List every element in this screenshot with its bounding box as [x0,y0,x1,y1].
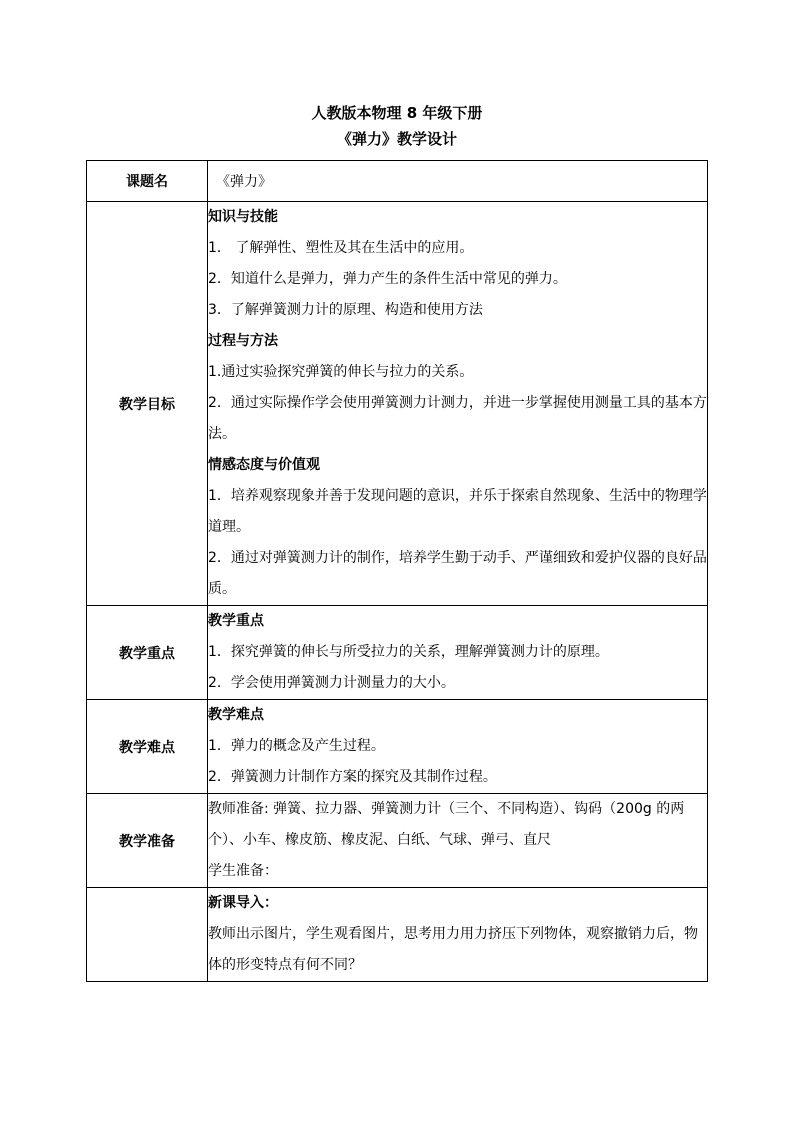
knowledge-item: 1． 了解弹性、塑性及其在生活中的应用。 [208,240,474,256]
document-header [0,100,794,152]
key-point-item: 1．探究弹簧的伸长与所受拉力的关系，理解弹簧测力计的原理。 [208,644,609,660]
objectives-label: 教学目标 [87,202,208,606]
difficulty-item: 2．弹簧测力计制作方案的探究及其制作过程。 [208,769,497,785]
table-row-topic [87,161,708,202]
difficulties-heading: 教学难点 [208,707,264,723]
topic-value: 《弹力》 [208,161,708,202]
difficulties-content [208,700,708,794]
document-subtitle: 《弹力》教学设计 [336,130,457,148]
table-row-key-points [87,606,708,700]
attitude-item: 1．培养观察现象并善于发现问题的意识，并乐于探索自然现象、生活中的物理学道理。 [208,488,707,535]
process-item: 2．通过实际操作学会使用弹簧测力计测力，并进一步掌握使用测量工具的基本方法。 [208,395,707,442]
student-preparation: 学生准备： [208,863,278,879]
table-row-intro [87,888,708,982]
teacher-preparation: 教师准备: 弹簧、拉力器、弹簧测力计（三个、不同构造）、钩码（200g 的两个）、小车、橡皮筋、橡皮泥、白纸、气球、弹弓、直尺 [208,801,685,848]
process-heading: 过程与方法 [208,333,278,349]
preparation-label: 教学准备 [87,794,208,888]
attitude-heading: 情感态度与价值观 [208,457,320,473]
intro-text: 教师出示图片，学生观看图片，思考用力用力挤压下列物体，观察撤销力后，物体的形变特点有何不同？ [208,926,698,973]
key-points-heading: 教学重点 [208,613,264,629]
intro-heading: 新课导入： [208,895,278,911]
knowledge-item: 3．了解弹簧测力计的原理、构造和使用方法 [208,302,483,318]
table-row-preparation [87,794,708,888]
key-points-label: 教学重点 [87,606,208,700]
document-title: 人教版本物理 8 年级下册 [311,104,483,122]
lesson-plan-table [86,160,708,982]
difficulty-item: 1．弹力的概念及产生过程。 [208,738,385,754]
knowledge-heading: 知识与技能 [208,209,278,225]
table-row-difficulties [87,700,708,794]
preparation-content [208,794,708,888]
key-points-content [208,606,708,700]
topic-label: 课题名 [87,161,208,202]
intro-content [208,888,708,982]
objectives-content [208,202,708,606]
knowledge-item: 2．知道什么是弹力，弹力产生的条件生活中常见的弹力。 [208,271,567,287]
intro-label [87,888,208,982]
attitude-item: 2．通过对弹簧测力计的制作，培养学生勤于动手、严谨细致和爱护仪器的良好品质。 [208,550,707,597]
table-row-objectives [87,202,708,606]
difficulties-label: 教学难点 [87,700,208,794]
key-point-item: 2．学会使用弹簧测力计测量力的大小。 [208,675,455,691]
process-item: 1.通过实验探究弹簧的伸长与拉力的关系。 [208,364,474,380]
